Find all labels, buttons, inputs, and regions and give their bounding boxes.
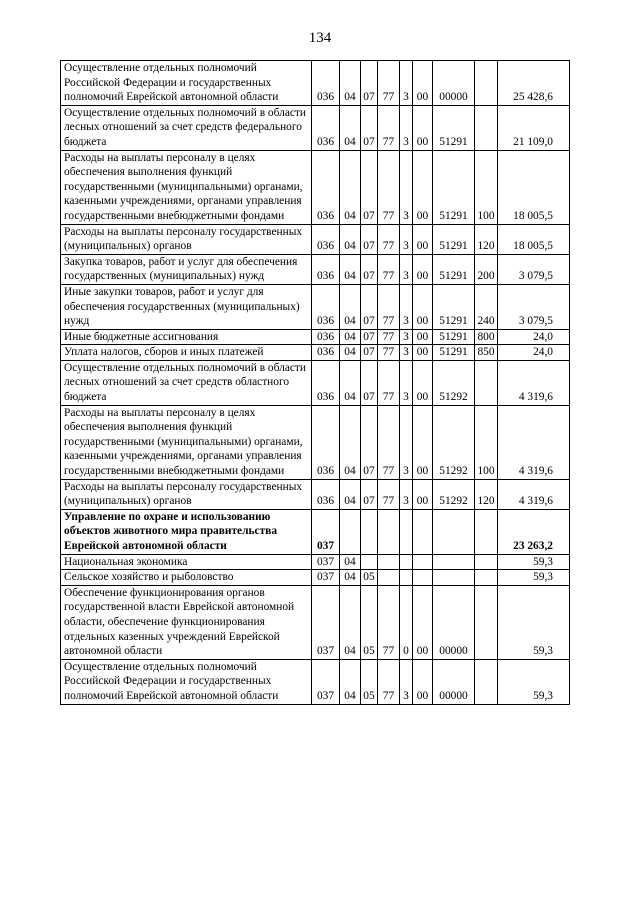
row-name: Осуществление отдельных полномочий Российской Федерации и государственных полномочий Еврейской автономной области [61,61,312,106]
table-row [61,224,570,254]
expense-code: 51291 [433,284,475,329]
amount: 23 263,2 [498,509,570,554]
expense-code [433,570,475,586]
direction-code: 00 [413,479,433,509]
subprogram-code: 3 [400,254,413,284]
direction-code: 00 [413,329,433,345]
table-row [61,405,570,479]
program-code: 77 [378,150,400,224]
ministry-code: 036 [312,105,340,150]
ministry-code: 037 [312,659,340,704]
subsection-code: 07 [361,360,378,405]
page-number: 134 [308,30,332,46]
table-row [61,329,570,345]
ministry-code: 036 [312,284,340,329]
amount: 3 079,5 [498,254,570,284]
amount: 4 319,6 [498,479,570,509]
expense-code: 51292 [433,360,475,405]
section-code: 04 [340,570,361,586]
row-name: Иные бюджетные ассигнования [61,329,312,345]
section-code: 04 [340,224,361,254]
program-code [378,554,400,570]
row-name: Управление по охране и использованию объектов животного мира правительства Еврейской автономной области [61,509,312,554]
subsection-code: 07 [361,479,378,509]
direction-code: 00 [413,284,433,329]
subsection-code: 07 [361,224,378,254]
ministry-code: 036 [312,345,340,361]
program-code: 77 [378,360,400,405]
direction-code: 00 [413,150,433,224]
ministry-code: 037 [312,554,340,570]
subprogram-code: 3 [400,659,413,704]
ministry-code: 037 [312,585,340,659]
row-name: Расходы на выплаты персоналу в целях обеспечения выполнения функций государственными (муниципальными) органами, казенными учреждениями, органами управления государственными внебюджетными фондами [61,405,312,479]
subsection-code: 05 [361,659,378,704]
section-code [340,509,361,554]
subsection-code: 07 [361,405,378,479]
amount: 24,0 [498,345,570,361]
table-row [61,284,570,329]
ministry-code: 036 [312,360,340,405]
ministry-code: 037 [312,509,340,554]
row-name: Расходы на выплаты персоналу в целях обеспечения выполнения функций государственными (муниципальными) органами, казенными учреждениями, органами управления государственными внебюджетными фондами [61,150,312,224]
subprogram-code [400,570,413,586]
amount: 4 319,6 [498,360,570,405]
subprogram-code: 3 [400,284,413,329]
expense-type-code: 850 [475,345,498,361]
expense-type-code [475,659,498,704]
amount: 59,3 [498,585,570,659]
subsection-code: 05 [361,585,378,659]
ministry-code: 036 [312,479,340,509]
expense-type-code [475,360,498,405]
program-code [378,570,400,586]
direction-code: 00 [413,254,433,284]
amount: 25 428,6 [498,61,570,106]
amount: 3 079,5 [498,284,570,329]
table-row [61,570,570,586]
amount: 4 319,6 [498,405,570,479]
table-row [61,345,570,361]
subprogram-code: 3 [400,405,413,479]
expense-type-code: 800 [475,329,498,345]
expense-code: 51291 [433,254,475,284]
direction-code: 00 [413,360,433,405]
table-row [61,659,570,704]
expense-type-code [475,585,498,659]
expense-type-code: 120 [475,479,498,509]
table-row [61,61,570,106]
row-name: Закупка товаров, работ и услуг для обеспечения государственных (муниципальных) нужд [61,254,312,284]
expense-code: 00000 [433,659,475,704]
section-code: 04 [340,405,361,479]
section-code: 04 [340,554,361,570]
subprogram-code: 3 [400,360,413,405]
table-row [61,585,570,659]
section-code: 04 [340,105,361,150]
expense-type-code: 100 [475,405,498,479]
table-row [61,509,570,554]
subsection-code: 07 [361,345,378,361]
direction-code: 00 [413,585,433,659]
direction-code: 00 [413,224,433,254]
row-name: Иные закупки товаров, работ и услуг для обеспечения государственных (муниципальных) нужд [61,284,312,329]
direction-code: 00 [413,405,433,479]
subprogram-code: 3 [400,329,413,345]
section-code: 04 [340,360,361,405]
section-code: 04 [340,479,361,509]
expense-type-code: 120 [475,224,498,254]
ministry-code: 036 [312,329,340,345]
direction-code: 00 [413,345,433,361]
amount: 18 005,5 [498,224,570,254]
row-name: Сельское хозяйство и рыболовство [61,570,312,586]
amount: 59,3 [498,570,570,586]
expense-code: 51291 [433,329,475,345]
row-name: Осуществление отдельных полномочий в области лесных отношений за счет средств федерального бюджета [61,105,312,150]
row-name: Осуществление отдельных полномочий в области лесных отношений за счет средств областного бюджета [61,360,312,405]
program-code: 77 [378,224,400,254]
section-code: 04 [340,254,361,284]
amount: 24,0 [498,329,570,345]
expense-code: 00000 [433,585,475,659]
row-name: Расходы на выплаты персоналу государственных (муниципальных) органов [61,479,312,509]
subsection-code: 07 [361,329,378,345]
table-row [61,150,570,224]
subsection-code: 07 [361,284,378,329]
section-code: 04 [340,585,361,659]
expense-type-code [475,570,498,586]
ministry-code: 036 [312,150,340,224]
expense-type-code: 240 [475,284,498,329]
subsection-code: 05 [361,570,378,586]
program-code: 77 [378,254,400,284]
ministry-code: 037 [312,570,340,586]
expense-code: 51291 [433,150,475,224]
program-code: 77 [378,329,400,345]
program-code: 77 [378,479,400,509]
row-name: Расходы на выплаты персоналу государственных (муниципальных) органов [61,224,312,254]
expense-code: 51291 [433,345,475,361]
expense-code: 51292 [433,479,475,509]
amount: 59,3 [498,659,570,704]
row-name: Осуществление отдельных полномочий Российской Федерации и государственных полномочий Еврейской автономной области [61,659,312,704]
program-code [378,509,400,554]
section-code: 04 [340,329,361,345]
subprogram-code: 3 [400,224,413,254]
budget-table [60,60,570,705]
section-code: 04 [340,284,361,329]
direction-code: 00 [413,659,433,704]
subprogram-code [400,509,413,554]
subsection-code [361,509,378,554]
subprogram-code [400,554,413,570]
program-code: 77 [378,284,400,329]
ministry-code: 036 [312,61,340,106]
program-code: 77 [378,345,400,361]
section-code: 04 [340,345,361,361]
section-code: 04 [340,150,361,224]
subprogram-code: 0 [400,585,413,659]
subsection-code: 07 [361,105,378,150]
expense-type-code [475,554,498,570]
subprogram-code: 3 [400,105,413,150]
subprogram-code: 3 [400,345,413,361]
expense-type-code [475,105,498,150]
expense-code: 51291 [433,224,475,254]
expense-code [433,554,475,570]
program-code: 77 [378,405,400,479]
table-row [61,254,570,284]
row-name: Уплата налогов, сборов и иных платежей [61,345,312,361]
subprogram-code: 3 [400,61,413,106]
expense-code: 51291 [433,105,475,150]
expense-type-code [475,509,498,554]
table-row [61,105,570,150]
amount: 21 109,0 [498,105,570,150]
row-name: Национальная экономика [61,554,312,570]
expense-type-code: 100 [475,150,498,224]
subsection-code [361,554,378,570]
row-name: Обеспечение функционирования органов государственной власти Еврейской автономной области, обеспечение функционирования отдельных казенных учреждений Еврейской автономной области [61,585,312,659]
expense-code: 00000 [433,61,475,106]
expense-code [433,509,475,554]
amount: 59,3 [498,554,570,570]
amount: 18 005,5 [498,150,570,224]
table-row [61,360,570,405]
program-code: 77 [378,585,400,659]
subsection-code: 07 [361,61,378,106]
direction-code [413,509,433,554]
direction-code [413,570,433,586]
ministry-code: 036 [312,254,340,284]
expense-code: 51292 [433,405,475,479]
ministry-code: 036 [312,224,340,254]
section-code: 04 [340,659,361,704]
budget-table-body [61,61,570,705]
program-code: 77 [378,61,400,106]
table-row [61,554,570,570]
direction-code [413,554,433,570]
program-code: 77 [378,105,400,150]
ministry-code: 036 [312,405,340,479]
expense-type-code: 200 [475,254,498,284]
subsection-code: 07 [361,254,378,284]
section-code: 04 [340,61,361,106]
subprogram-code: 3 [400,150,413,224]
program-code: 77 [378,659,400,704]
table-row [61,479,570,509]
direction-code: 00 [413,105,433,150]
expense-type-code [475,61,498,106]
subsection-code: 07 [361,150,378,224]
direction-code: 00 [413,61,433,106]
subprogram-code: 3 [400,479,413,509]
